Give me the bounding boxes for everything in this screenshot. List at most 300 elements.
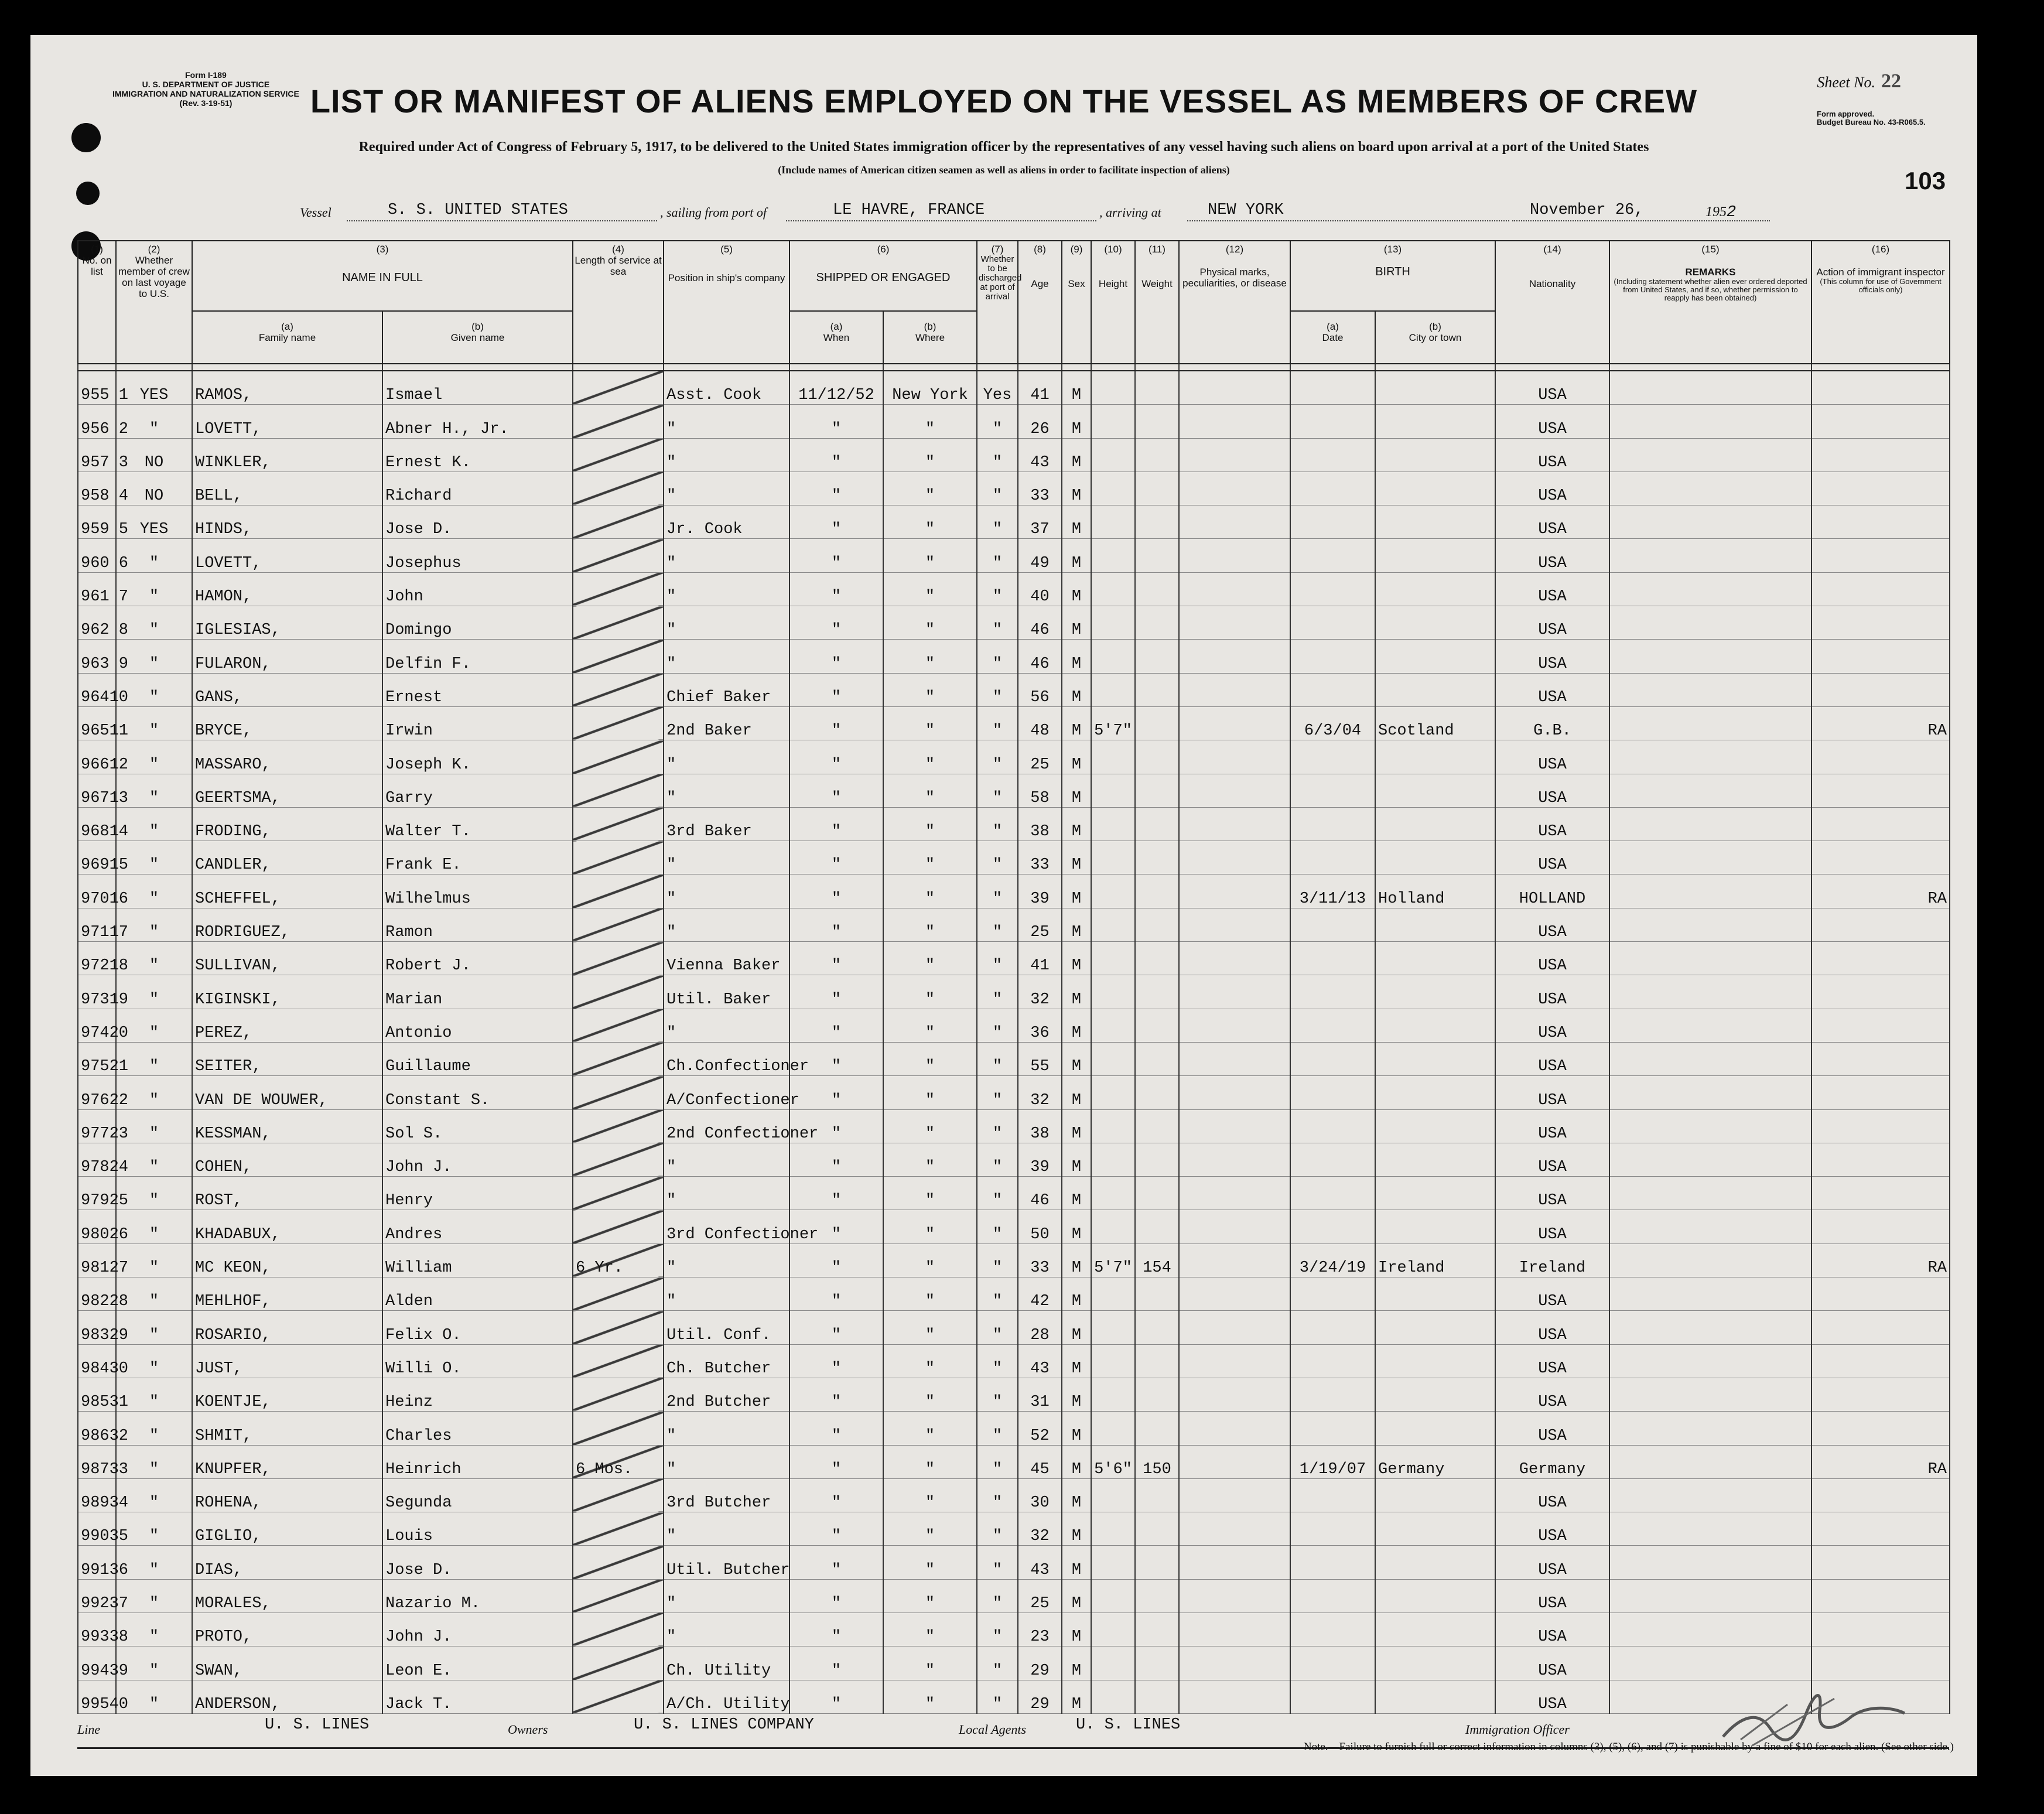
given-name-cell: Ismael bbox=[382, 371, 573, 405]
remarks-cell bbox=[1609, 1311, 1811, 1344]
given-name-cell: Joseph K. bbox=[382, 740, 573, 774]
port-label: , sailing from port of bbox=[660, 205, 767, 220]
row-number-cell: 98934 bbox=[78, 1478, 116, 1512]
inspector-action-cell bbox=[1811, 774, 1950, 807]
shipped-when-cell: " bbox=[789, 874, 883, 908]
birth-date-cell bbox=[1290, 1042, 1375, 1075]
birth-city-cell bbox=[1375, 1277, 1495, 1311]
shipped-where-cell: " bbox=[883, 1445, 977, 1478]
sex-cell: M bbox=[1062, 841, 1091, 874]
family-name-cell: FULARON, bbox=[192, 640, 382, 673]
previous-voyage-cell: " bbox=[116, 1344, 192, 1378]
given-name-cell: Domingo bbox=[382, 606, 573, 640]
given-name-cell: Frank E. bbox=[382, 841, 573, 874]
inspector-action-cell bbox=[1811, 1042, 1950, 1075]
age-cell: 29 bbox=[1018, 1646, 1062, 1680]
nationality-cell: USA bbox=[1495, 539, 1609, 572]
family-name-cell: ROSARIO, bbox=[192, 1311, 382, 1344]
weight-cell bbox=[1135, 1311, 1179, 1344]
remarks-cell bbox=[1609, 1009, 1811, 1042]
remarks-cell bbox=[1609, 1646, 1811, 1680]
previous-voyage-cell: YES bbox=[116, 371, 192, 405]
given-name-cell: Jose D. bbox=[382, 505, 573, 539]
service-length-cell bbox=[573, 1646, 664, 1680]
agents-label: Local Agents bbox=[959, 1722, 1027, 1737]
shipped-where-cell: " bbox=[883, 606, 977, 640]
sex-cell: M bbox=[1062, 505, 1091, 539]
sex-cell: M bbox=[1062, 640, 1091, 673]
position-cell: " bbox=[664, 774, 789, 807]
inspector-action-cell: RA bbox=[1811, 1445, 1950, 1478]
table-row bbox=[78, 1177, 1950, 1210]
given-name-cell: Alden bbox=[382, 1277, 573, 1311]
position-cell: " bbox=[664, 1009, 789, 1042]
inspector-action-cell bbox=[1811, 1478, 1950, 1512]
position-cell: " bbox=[664, 1244, 789, 1277]
physical-marks-cell bbox=[1179, 1009, 1290, 1042]
table-row bbox=[78, 1512, 1950, 1546]
officer-label: Immigration Officer bbox=[1465, 1722, 1570, 1737]
given-name-cell: Charles bbox=[382, 1412, 573, 1445]
shipped-where-cell: " bbox=[883, 774, 977, 807]
remarks-cell bbox=[1609, 1076, 1811, 1109]
birth-date-cell bbox=[1290, 1344, 1375, 1378]
remarks-cell bbox=[1609, 841, 1811, 874]
birth-date-cell bbox=[1290, 942, 1375, 975]
previous-voyage-cell: " bbox=[116, 807, 192, 841]
given-name-cell: Andres bbox=[382, 1210, 573, 1244]
birth-date-cell bbox=[1290, 539, 1375, 572]
shipped-where-cell: " bbox=[883, 673, 977, 706]
birth-city-cell: Ireland bbox=[1375, 1244, 1495, 1277]
shipped-where-cell: " bbox=[883, 1646, 977, 1680]
physical-marks-cell bbox=[1179, 1311, 1290, 1344]
shipped-where-cell: " bbox=[883, 1579, 977, 1613]
row-number-cell: 99439 bbox=[78, 1646, 116, 1680]
family-name-cell: SULLIVAN, bbox=[192, 942, 382, 975]
form-identifier: Form I-189 U. S. DEPARTMENT OF JUSTICE IMMIGRATION AND NATURALIZATION SERVICE (Rev. 3-19-51) bbox=[112, 70, 299, 108]
remarks-cell bbox=[1609, 774, 1811, 807]
given-name-cell: Segunda bbox=[382, 1478, 573, 1512]
weight-cell bbox=[1135, 1613, 1179, 1646]
nationality-cell: USA bbox=[1495, 1646, 1609, 1680]
weight-cell: 154 bbox=[1135, 1244, 1179, 1277]
remarks-cell bbox=[1609, 673, 1811, 706]
given-name-cell: Leon E. bbox=[382, 1646, 573, 1680]
physical-marks-cell bbox=[1179, 405, 1290, 438]
previous-voyage-cell: " bbox=[116, 606, 192, 640]
discharge-cell: " bbox=[977, 1680, 1018, 1713]
birth-date-cell bbox=[1290, 975, 1375, 1009]
position-cell: Util. Butcher bbox=[664, 1546, 789, 1579]
inspector-action-cell: RA bbox=[1811, 1244, 1950, 1277]
family-name-cell: KESSMAN, bbox=[192, 1109, 382, 1143]
service-length-cell: 6 Yr. bbox=[573, 1244, 664, 1277]
inspector-action-cell bbox=[1811, 1344, 1950, 1378]
row-number-cell: 98531 bbox=[78, 1378, 116, 1411]
shipped-when-cell: " bbox=[789, 1177, 883, 1210]
previous-voyage-cell: " bbox=[116, 908, 192, 941]
given-name-cell: Antonio bbox=[382, 1009, 573, 1042]
shipped-where-cell: " bbox=[883, 807, 977, 841]
physical-marks-cell bbox=[1179, 807, 1290, 841]
height-cell bbox=[1091, 874, 1135, 908]
discharge-cell: " bbox=[977, 1042, 1018, 1075]
table-row bbox=[78, 673, 1950, 706]
inspector-action-cell bbox=[1811, 472, 1950, 505]
table-row bbox=[78, 1546, 1950, 1579]
shipped-when-cell: " bbox=[789, 740, 883, 774]
arrival-date: November 26, bbox=[1530, 201, 1644, 219]
remarks-cell bbox=[1609, 706, 1811, 740]
row-number-cell: 97622 bbox=[78, 1076, 116, 1109]
remarks-cell bbox=[1609, 1109, 1811, 1143]
sex-cell: M bbox=[1062, 1277, 1091, 1311]
family-name-cell: DIAS, bbox=[192, 1546, 382, 1579]
family-name-cell: MC KEON, bbox=[192, 1244, 382, 1277]
nationality-cell: USA bbox=[1495, 841, 1609, 874]
row-number-cell: 96713 bbox=[78, 774, 116, 807]
weight-cell bbox=[1135, 1277, 1179, 1311]
physical-marks-cell bbox=[1179, 539, 1290, 572]
table-row bbox=[78, 1344, 1950, 1378]
given-name-cell: Ernest bbox=[382, 673, 573, 706]
previous-voyage-cell: " bbox=[116, 1277, 192, 1311]
service-length-cell bbox=[573, 1412, 664, 1445]
nationality-cell: Germany bbox=[1495, 1445, 1609, 1478]
inspector-action-cell bbox=[1811, 438, 1950, 472]
given-name-cell: Heinz bbox=[382, 1378, 573, 1411]
shipped-when-cell: " bbox=[789, 1412, 883, 1445]
height-cell bbox=[1091, 1478, 1135, 1512]
birth-city-cell bbox=[1375, 640, 1495, 673]
inspector-action-cell bbox=[1811, 740, 1950, 774]
sheet-number: Sheet No. 22 bbox=[1817, 70, 1901, 92]
col-when: (a) When bbox=[789, 311, 883, 364]
family-name-cell: RAMOS, bbox=[192, 371, 382, 405]
row-number-cell: 96814 bbox=[78, 807, 116, 841]
birth-date-cell: 3/11/13 bbox=[1290, 874, 1375, 908]
age-cell: 45 bbox=[1018, 1445, 1062, 1478]
header-gap bbox=[78, 364, 1950, 371]
birth-date-cell bbox=[1290, 1378, 1375, 1411]
inspector-action-cell bbox=[1811, 640, 1950, 673]
nationality-cell: USA bbox=[1495, 371, 1609, 405]
shipped-where-cell: " bbox=[883, 1680, 977, 1713]
inspector-action-cell bbox=[1811, 1210, 1950, 1244]
discharge-cell: " bbox=[977, 1512, 1018, 1546]
birth-date-cell bbox=[1290, 606, 1375, 640]
sex-cell: M bbox=[1062, 1344, 1091, 1378]
discharge-cell: " bbox=[977, 942, 1018, 975]
service-length-cell bbox=[573, 942, 664, 975]
physical-marks-cell bbox=[1179, 1210, 1290, 1244]
age-cell: 31 bbox=[1018, 1378, 1062, 1411]
nationality-cell: USA bbox=[1495, 673, 1609, 706]
sex-cell: M bbox=[1062, 874, 1091, 908]
inspector-action-cell bbox=[1811, 975, 1950, 1009]
height-cell bbox=[1091, 539, 1135, 572]
row-number-cell: 97117 bbox=[78, 908, 116, 941]
birth-city-cell bbox=[1375, 472, 1495, 505]
shipped-when-cell: " bbox=[789, 807, 883, 841]
discharge-cell: " bbox=[977, 539, 1018, 572]
weight-cell bbox=[1135, 1210, 1179, 1244]
physical-marks-cell bbox=[1179, 942, 1290, 975]
shipped-where-cell: " bbox=[883, 1042, 977, 1075]
remarks-cell bbox=[1609, 539, 1811, 572]
service-length-cell bbox=[573, 572, 664, 606]
nationality-cell: USA bbox=[1495, 1512, 1609, 1546]
family-name-cell: HINDS, bbox=[192, 505, 382, 539]
owners-value: U. S. LINES COMPANY bbox=[634, 1716, 814, 1734]
height-cell bbox=[1091, 1646, 1135, 1680]
position-cell: " bbox=[664, 908, 789, 941]
shipped-where-cell: " bbox=[883, 1109, 977, 1143]
subtitle: Required under Act of Congress of February 5, 1917, to be delivered to the United States immigration officer by the representatives of any vessel having such aliens on board upon arrival at a port of the United States bbox=[358, 139, 1649, 155]
discharge-cell: " bbox=[977, 505, 1018, 539]
previous-voyage-cell: " bbox=[116, 1579, 192, 1613]
birth-date-cell bbox=[1290, 1277, 1375, 1311]
discharge-cell: " bbox=[977, 975, 1018, 1009]
given-name-cell: Wilhelmus bbox=[382, 874, 573, 908]
approval-note: Form approved. Budget Bureau No. 43-R065.5. bbox=[1817, 110, 1926, 127]
physical-marks-cell bbox=[1179, 438, 1290, 472]
service-length-cell bbox=[573, 1143, 664, 1176]
table-row bbox=[78, 1378, 1950, 1411]
position-cell: A/Ch. Utility bbox=[664, 1680, 789, 1713]
family-name-cell: FRODING, bbox=[192, 807, 382, 841]
family-name-cell: PROTO, bbox=[192, 1613, 382, 1646]
birth-date-cell bbox=[1290, 1613, 1375, 1646]
service-length-cell bbox=[573, 1009, 664, 1042]
shipped-where-cell: " bbox=[883, 572, 977, 606]
height-cell bbox=[1091, 807, 1135, 841]
previous-voyage-cell: " bbox=[116, 1311, 192, 1344]
col-where: (b) Where bbox=[883, 311, 977, 364]
birth-date-cell bbox=[1290, 1579, 1375, 1613]
row-number-cell: 98228 bbox=[78, 1277, 116, 1311]
height-cell bbox=[1091, 975, 1135, 1009]
shipped-when-cell: " bbox=[789, 1109, 883, 1143]
inspector-action-cell bbox=[1811, 807, 1950, 841]
age-cell: 30 bbox=[1018, 1478, 1062, 1512]
discharge-cell: " bbox=[977, 1412, 1018, 1445]
nationality-cell: USA bbox=[1495, 505, 1609, 539]
col-previous-voyage: (2) Whether member of crew on last voyage to U.S. bbox=[116, 241, 192, 364]
shipped-when-cell: " bbox=[789, 572, 883, 606]
birth-city-cell bbox=[1375, 908, 1495, 941]
birth-city-cell bbox=[1375, 1412, 1495, 1445]
table-row bbox=[78, 1042, 1950, 1075]
age-cell: 28 bbox=[1018, 1311, 1062, 1344]
age-cell: 48 bbox=[1018, 706, 1062, 740]
birth-date-cell bbox=[1290, 1546, 1375, 1579]
weight-cell bbox=[1135, 1177, 1179, 1210]
physical-marks-cell bbox=[1179, 841, 1290, 874]
birth-date-cell bbox=[1290, 1177, 1375, 1210]
row-number-cell: 97420 bbox=[78, 1009, 116, 1042]
sex-cell: M bbox=[1062, 539, 1091, 572]
remarks-cell bbox=[1609, 1177, 1811, 1210]
given-name-cell: Felix O. bbox=[382, 1311, 573, 1344]
table-row bbox=[78, 640, 1950, 673]
birth-date-cell bbox=[1290, 1076, 1375, 1109]
position-cell: " bbox=[664, 572, 789, 606]
manifest-sheet bbox=[30, 35, 1977, 1776]
inspector-action-cell bbox=[1811, 1613, 1950, 1646]
birth-city-cell bbox=[1375, 1210, 1495, 1244]
height-cell bbox=[1091, 640, 1135, 673]
physical-marks-cell bbox=[1179, 1244, 1290, 1277]
inspector-action-cell bbox=[1811, 1412, 1950, 1445]
service-length-cell bbox=[573, 740, 664, 774]
remarks-cell bbox=[1609, 1613, 1811, 1646]
family-name-cell: SCHEFFEL, bbox=[192, 874, 382, 908]
remarks-cell bbox=[1609, 1244, 1811, 1277]
row-number-cell: 98632 bbox=[78, 1412, 116, 1445]
shipped-when-cell: " bbox=[789, 1143, 883, 1176]
position-cell: Util. Baker bbox=[664, 975, 789, 1009]
previous-voyage-cell: " bbox=[116, 774, 192, 807]
previous-voyage-cell: " bbox=[116, 572, 192, 606]
age-cell: 25 bbox=[1018, 908, 1062, 941]
col-given-name: (b) Given name bbox=[382, 311, 573, 364]
age-cell: 32 bbox=[1018, 1076, 1062, 1109]
service-length-cell bbox=[573, 908, 664, 941]
sex-cell: M bbox=[1062, 1546, 1091, 1579]
nationality-cell: USA bbox=[1495, 807, 1609, 841]
inspector-action-cell bbox=[1811, 539, 1950, 572]
discharge-cell: " bbox=[977, 740, 1018, 774]
height-cell bbox=[1091, 572, 1135, 606]
shipped-where-cell: " bbox=[883, 1009, 977, 1042]
shipped-where-cell: " bbox=[883, 1311, 977, 1344]
sex-cell: M bbox=[1062, 1646, 1091, 1680]
shipped-when-cell: " bbox=[789, 1613, 883, 1646]
nationality-cell: USA bbox=[1495, 1109, 1609, 1143]
shipped-where-cell: New York bbox=[883, 371, 977, 405]
birth-city-cell bbox=[1375, 1579, 1495, 1613]
family-name-cell: LOVETT, bbox=[192, 405, 382, 438]
col-birth-city: (b) City or town bbox=[1375, 311, 1495, 364]
remarks-cell bbox=[1609, 1277, 1811, 1311]
discharge-cell: " bbox=[977, 874, 1018, 908]
weight-cell bbox=[1135, 1680, 1179, 1713]
physical-marks-cell bbox=[1179, 1680, 1290, 1713]
nationality-cell: USA bbox=[1495, 908, 1609, 941]
birth-city-cell bbox=[1375, 1546, 1495, 1579]
table-row bbox=[78, 1143, 1950, 1176]
service-length-cell bbox=[573, 1680, 664, 1713]
previous-voyage-cell: " bbox=[116, 673, 192, 706]
position-cell: " bbox=[664, 874, 789, 908]
service-length-cell bbox=[573, 673, 664, 706]
inspector-action-cell: RA bbox=[1811, 874, 1950, 908]
birth-city-cell bbox=[1375, 841, 1495, 874]
birth-date-cell bbox=[1290, 1210, 1375, 1244]
birth-date-cell bbox=[1290, 1009, 1375, 1042]
shipped-when-cell: 11/12/52 bbox=[789, 371, 883, 405]
height-cell bbox=[1091, 673, 1135, 706]
age-cell: 37 bbox=[1018, 505, 1062, 539]
position-cell: " bbox=[664, 1277, 789, 1311]
position-cell: " bbox=[664, 1512, 789, 1546]
remarks-cell bbox=[1609, 874, 1811, 908]
previous-voyage-cell: YES bbox=[116, 505, 192, 539]
age-cell: 26 bbox=[1018, 405, 1062, 438]
age-cell: 52 bbox=[1018, 1412, 1062, 1445]
discharge-cell: " bbox=[977, 1646, 1018, 1680]
birth-date-cell: 1/19/07 bbox=[1290, 1445, 1375, 1478]
table-row bbox=[78, 1579, 1950, 1613]
birth-city-cell bbox=[1375, 1177, 1495, 1210]
table-row bbox=[78, 1478, 1950, 1512]
row-number-cell: 99136 bbox=[78, 1546, 116, 1579]
height-cell bbox=[1091, 1143, 1135, 1176]
discharge-cell: " bbox=[977, 640, 1018, 673]
physical-marks-cell bbox=[1179, 706, 1290, 740]
remarks-cell bbox=[1609, 1579, 1811, 1613]
subtitle-note: (Include names of American citizen seamen as well as aliens in order to facilitate inspection of aliens) bbox=[778, 164, 1230, 176]
weight-cell bbox=[1135, 572, 1179, 606]
shipped-where-cell: " bbox=[883, 1412, 977, 1445]
age-cell: 46 bbox=[1018, 640, 1062, 673]
birth-date-cell: 3/24/19 bbox=[1290, 1244, 1375, 1277]
age-cell: 29 bbox=[1018, 1680, 1062, 1713]
family-name-cell: RODRIGUEZ, bbox=[192, 908, 382, 941]
given-name-cell: Abner H., Jr. bbox=[382, 405, 573, 438]
given-name-cell: Ramon bbox=[382, 908, 573, 941]
sex-cell: M bbox=[1062, 807, 1091, 841]
nationality-cell: USA bbox=[1495, 1311, 1609, 1344]
row-number-cell: 96410 bbox=[78, 673, 116, 706]
remarks-cell bbox=[1609, 975, 1811, 1009]
weight-cell bbox=[1135, 640, 1179, 673]
remarks-cell bbox=[1609, 606, 1811, 640]
age-cell: 33 bbox=[1018, 472, 1062, 505]
given-name-cell: Louis bbox=[382, 1512, 573, 1546]
sex-cell: M bbox=[1062, 740, 1091, 774]
height-cell: 5'7" bbox=[1091, 706, 1135, 740]
given-name-cell: Jack T. bbox=[382, 1680, 573, 1713]
previous-voyage-cell: " bbox=[116, 1613, 192, 1646]
sex-cell: M bbox=[1062, 438, 1091, 472]
height-cell bbox=[1091, 1177, 1135, 1210]
remarks-cell bbox=[1609, 472, 1811, 505]
birth-date-cell bbox=[1290, 673, 1375, 706]
table-row bbox=[78, 1009, 1950, 1042]
service-length-cell bbox=[573, 1478, 664, 1512]
age-cell: 49 bbox=[1018, 539, 1062, 572]
vessel-label: Vessel bbox=[300, 205, 331, 220]
previous-voyage-cell: " bbox=[116, 1009, 192, 1042]
row-number-cell: 97319 bbox=[78, 975, 116, 1009]
previous-voyage-cell: NO bbox=[116, 438, 192, 472]
shipped-when-cell: " bbox=[789, 1579, 883, 1613]
given-name-cell: Richard bbox=[382, 472, 573, 505]
position-cell: 2nd Confectioner bbox=[664, 1109, 789, 1143]
row-number-cell: 97016 bbox=[78, 874, 116, 908]
row-number-cell: 955 1 bbox=[78, 371, 116, 405]
nationality-cell: USA bbox=[1495, 942, 1609, 975]
birth-city-cell bbox=[1375, 438, 1495, 472]
physical-marks-cell bbox=[1179, 908, 1290, 941]
physical-marks-cell bbox=[1179, 1546, 1290, 1579]
row-number-cell: 959 5 bbox=[78, 505, 116, 539]
sex-cell: M bbox=[1062, 975, 1091, 1009]
weight-cell bbox=[1135, 1546, 1179, 1579]
